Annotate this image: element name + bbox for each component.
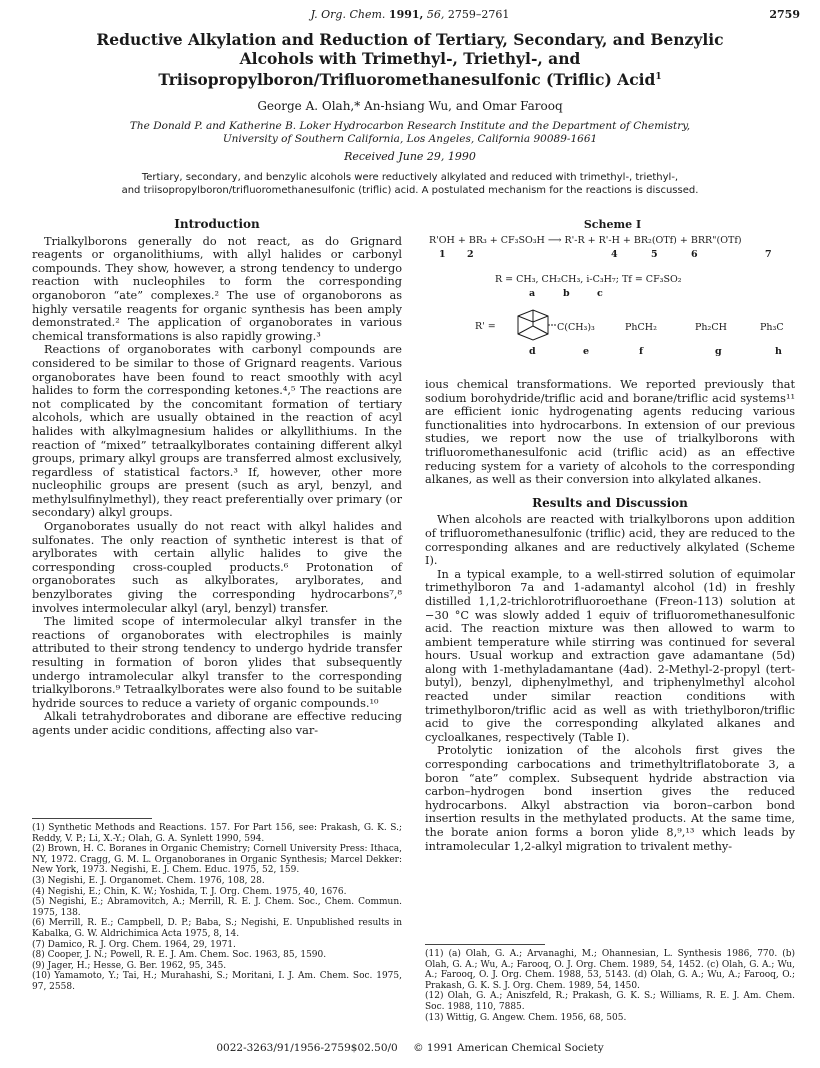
footnotes-left <box>32 818 402 993</box>
footnote: (6) Merrill, R. E.; Campbell, D. P.; Baba, S.; Negishi, E. Unpublished results in Kabalka, G. W. Aldrichimica Acta 1975, 8, 14. <box>32 918 402 939</box>
group-benzyl: PhCH₂ <box>625 322 657 333</box>
body-paragraph: Protolytic ionization of the alcohols first gives the corresponding carbocations and trimethyltriflatoborate 3, a boron “ate” complex. Subsequent hydride abstraction via carbon–hydrogen bond insertion gives the reduced hydrocarbons. Alkyl abstraction via boron–carbon bond insertion results in the methylated products. At the same time, the borate anion forms a boron ylide 8,⁹,¹³ which leads by intramolecular 1,2-alkyl migration to trivalent methy- <box>425 744 795 853</box>
article-code: 0022-3263/91/1956-2759$02.50/0 <box>216 1042 398 1054</box>
r-prime-label: R' = <box>475 321 496 332</box>
results-heading: Results and Discussion <box>532 495 688 510</box>
adamantane-structure <box>510 306 556 346</box>
scheme-1 <box>425 218 800 378</box>
footnote: (10) Yamamoto, Y.; Tai, H.; Murahashi, S.; Moritani, I. J. Am. Chem. Soc. 1975, 97, 2558. <box>32 971 402 992</box>
affiliation-line-2: University of Southern California, Los Angeles, California 90089-1661 <box>222 133 598 145</box>
group-triphenylmethyl: Ph₃C <box>760 322 784 333</box>
title-line-1: Reductive Alkylation and Reduction of Tertiary, Secondary, and Benzylic <box>96 30 724 49</box>
label-d: d <box>529 346 536 357</box>
label-c: c <box>597 288 603 299</box>
footnote: (5) Negishi, E.; Abramovitch, A.; Merrill, R. E. J. Chem. Soc., Chem. Commun. 1975, 138. <box>32 897 402 918</box>
intro-paragraph-5: Alkali tetrahydroborates and diborane are effective reducing agents under acidic conditions, affecting also var- <box>32 710 402 737</box>
footnote: (1) Synthetic Methods and Reactions. 157. For Part 156, see: Prakash, G. K. S.; Reddy, V. P.; Li, X.-Y.; Olah, G. A. Synlett 1990, 594. <box>32 823 402 844</box>
intro-paragraph-4: The limited scope of intermolecular alkyl transfer in the reactions of organoborates with electrophiles is mainly attributed to their strong tendency to undergo hydride transfer resulting in formation of boron ylides that subsequently undergo intramolecular alkyl transfer to the corresponding trialkylborons.⁹ Tetraalkylborates were also found to be suitable hydride sources to reduce a variety of organic compounds.¹⁰ <box>32 615 402 710</box>
compound-number: 7 <box>765 249 772 260</box>
compound-number: 2 <box>467 249 474 260</box>
journal-pages: 2759–2761 <box>447 8 510 21</box>
abstract <box>76 171 744 197</box>
paper-title <box>60 30 760 89</box>
footnote: (8) Cooper, J. N.; Powell, R. E. J. Am. Chem. Soc. 1963, 85, 1590. <box>32 950 327 961</box>
journal-volume: 56, <box>426 8 445 21</box>
journal-name: J. Org. Chem. <box>310 8 386 21</box>
compound-number: 4 <box>611 249 618 260</box>
page-number: 2759 <box>769 8 800 21</box>
compound-number: 1 <box>439 249 446 260</box>
footnote: (2) Brown, H. C. Boranes in Organic Chemistry; Cornell University Press: Ithaca, NY, 1972. Cragg, G. M. L. Organoboranes in Organic Synthesis; Marcel Dekker: New York, 1973. Negishi, E. J. Chem. Educ. 1975, 52, 159. <box>32 844 402 876</box>
title-line-2: Alcohols with Trimethyl-, Triethyl-, and <box>239 49 581 68</box>
introduction-heading: Introduction <box>174 217 260 231</box>
intro-paragraph-2: Reactions of organoborates with carbonyl compounds are considered to be similar to those of Grignard reagents. Various organoborates have been found to react smoothly with acyl halides to form the corresponding ketones.⁴,⁵ The reactions are not complicated by the concomitant formation of tertiary alcohols, which are usually obtained in the reaction of acyl halides with alkylmagnesium halides or alkyllithiums. In the reaction of “mixed” tetraalkylborates containing different alkyl groups, primary alkyl groups are transferred almost exclusively, regardless of statistical factors.³ If, however, other more nucleophilic groups are present (such as aryl, benzyl, and methylsulfinylmethyl), they react preferentially over primary (or secondary) alkyl groups. <box>32 343 402 520</box>
running-header <box>20 8 800 26</box>
body-paragraph: When alcohols are reacted with trialkylborons upon addition of trifluoromethanesulfonic (triflic) acid, they are reduced to the corresponding alkanes and are reductively alkylated (Scheme I). <box>425 513 795 568</box>
intro-paragraph-1: Trialkylborons generally do not react, as do Grignard reagents or organolithiums, with allyl halides or carbonyl compounds. They show, however, a strong tendency to undergo reaction with nucleophiles to form the corresponding organoboron “ate” complexes.² The use of organoborons as highly versatile reagents for organic synthesis has been amply demonstrated.² The application of organoborates in various chemical transformations is also rapidly growing.³ <box>32 234 402 343</box>
footnote: (3) Negishi, E. J. Organomet. Chem. 1976, 108, 28. <box>32 875 265 886</box>
footnote: (11) (a) Olah, G. A.; Arvanaghi, M.; Ohannesian, L. Synthesis 1986, 770. (b) Olah, G. A.; Wu, A.; Farooq, O. J. Org. Chem. 1989, 54, 1452. (c) Olah, G. A.; Wu, A.; Farooq, O. J. Org. Chem. 1988, 53, 5143. (d) Olah, G. A.; Wu, A.; Farooq, O.; Prakash, G. K. S. J. Org. Chem. 1989, 54, 1450. <box>425 949 795 991</box>
page-footer <box>40 1042 780 1054</box>
scheme-title: Scheme I <box>583 218 642 231</box>
label-b: b <box>563 288 570 299</box>
footnote: (12) Olah, G. A.; Aniszfeld, R.; Prakash, G. K. S.; Williams, R. E. J. Am. Chem. Soc. 1988, 110, 7885. <box>425 991 795 1012</box>
title-footnote-marker: 1 <box>655 72 662 82</box>
label-h: h <box>775 346 782 357</box>
footnote-rule <box>425 944 545 945</box>
authors: George A. Olah,* An-hsiang Wu, and Omar Farooq <box>257 99 563 113</box>
scheme-equation: R'OH + BR₃ + CF₃SO₃H ⟶ R'-R + R'-H + BR₂(OTf) + BRR"(OTf) <box>429 235 742 246</box>
copyright: © 1991 American Chemical Society <box>413 1042 604 1054</box>
compound-numbers <box>425 249 800 261</box>
label-f: f <box>639 346 644 357</box>
footnote: (7) Damico, R. J. Org. Chem. 1964, 29, 1971. <box>32 939 236 950</box>
affiliation <box>40 120 780 146</box>
footnotes-right <box>425 944 795 1023</box>
label-g: g <box>715 346 722 357</box>
footnote: (4) Negishi, E.; Chin, K. W.; Yoshida, T. J. Org. Chem. 1975, 40, 1676. <box>32 886 347 897</box>
received-date: Received June 29, 1990 <box>344 150 476 163</box>
footnote: (13) Wittig, G. Angew. Chem. 1956, 68, 505. <box>425 1012 627 1023</box>
body-paragraph: In a typical example, to a well-stirred solution of equimolar trimethylboron 7a and 1-adamantyl alcohol (1d) in freshly distilled 1,1,2-trichlorotrifluoroethane (Freon-113) solution at −30 °C was slowly added 1 equiv of trifluoromethanesulfonic acid. The reaction mixture was then allowed to warm to ambient temperature while stirring was continued for several hours. Usual workup and extraction gave adamantane (5d) along with 1-methyladamantane (4ad). 2-Methyl-2-propyl (tert-butyl), benzyl, diphenylmethyl, and triphenylmethyl alcohol reacted under similar reaction conditions with trimethylboron/triflic acid as well as with triethylboron/triflic acid to give the corresponding alkylated alkanes and cycloalkanes, respectively (Table I). <box>425 567 795 744</box>
compound-number: 5 <box>651 249 658 260</box>
affiliation-line-1: The Donald P. and Katherine B. Loker Hydrocarbon Research Institute and the Department of Chemistry, <box>129 120 691 132</box>
right-column <box>425 378 795 853</box>
intro-paragraph-3: Organoborates usually do not react with alkyl halides and sulfonates. The only reaction of synthetic interest is that of arylborates with certain allylic halides to give the corresponding cross-coupled products.⁶ Protonation of organoborates such as alkylborates, arylborates, and benzylborates giving the corresponding hydrocarbons⁷,⁸ involves intermolecular alkyl (aryl, benzyl) transfer. <box>32 520 402 615</box>
journal-citation <box>20 8 800 21</box>
abstract-line-2: and triisopropylboron/trifluoromethanesulfonic (triflic) acid. A postulated mechanism for the reactions is discussed. <box>121 185 699 196</box>
label-a: a <box>529 288 536 299</box>
compound-number: 6 <box>691 249 698 260</box>
title-line-3: Triisopropylboron/Trifluoromethanesulfonic (Triflic) Acid <box>158 70 656 90</box>
journal-year: 1991, <box>388 8 424 21</box>
group-tert-butyl: C(CH₃)₃ <box>557 322 595 333</box>
footnote: (9) Jager, H.; Hesse, G. Ber. 1962, 95, 345. <box>32 960 227 971</box>
label-e: e <box>583 346 590 357</box>
group-diphenylmethyl: Ph₂CH <box>695 322 727 333</box>
left-column <box>32 218 402 738</box>
r-definition: R = CH₃, CH₂CH₃, i-C₃H₇; Tf = CF₃SO₂ <box>495 274 682 285</box>
abstract-line-1: Tertiary, secondary, and benzylic alcohols were reductively alkylated and reduced with trimethyl-, triethyl-, <box>141 172 679 183</box>
footnote-rule <box>32 818 152 819</box>
body-paragraph: ious chemical transformations. We reported previously that sodium borohydride/triflic acid and borane/triflic acid systems¹¹ are efficient ionic hydrogenating agents reducing various functionalities into hydrocarbons. In extension of our previous studies, we report now the use of trialkylborons with trifluoromethanesulfonic acid (triflic acid) as an effective reducing system for a variety of alcohols to the corresponding alkanes, as well as their conversion into alkylated alkanes. <box>425 378 795 487</box>
